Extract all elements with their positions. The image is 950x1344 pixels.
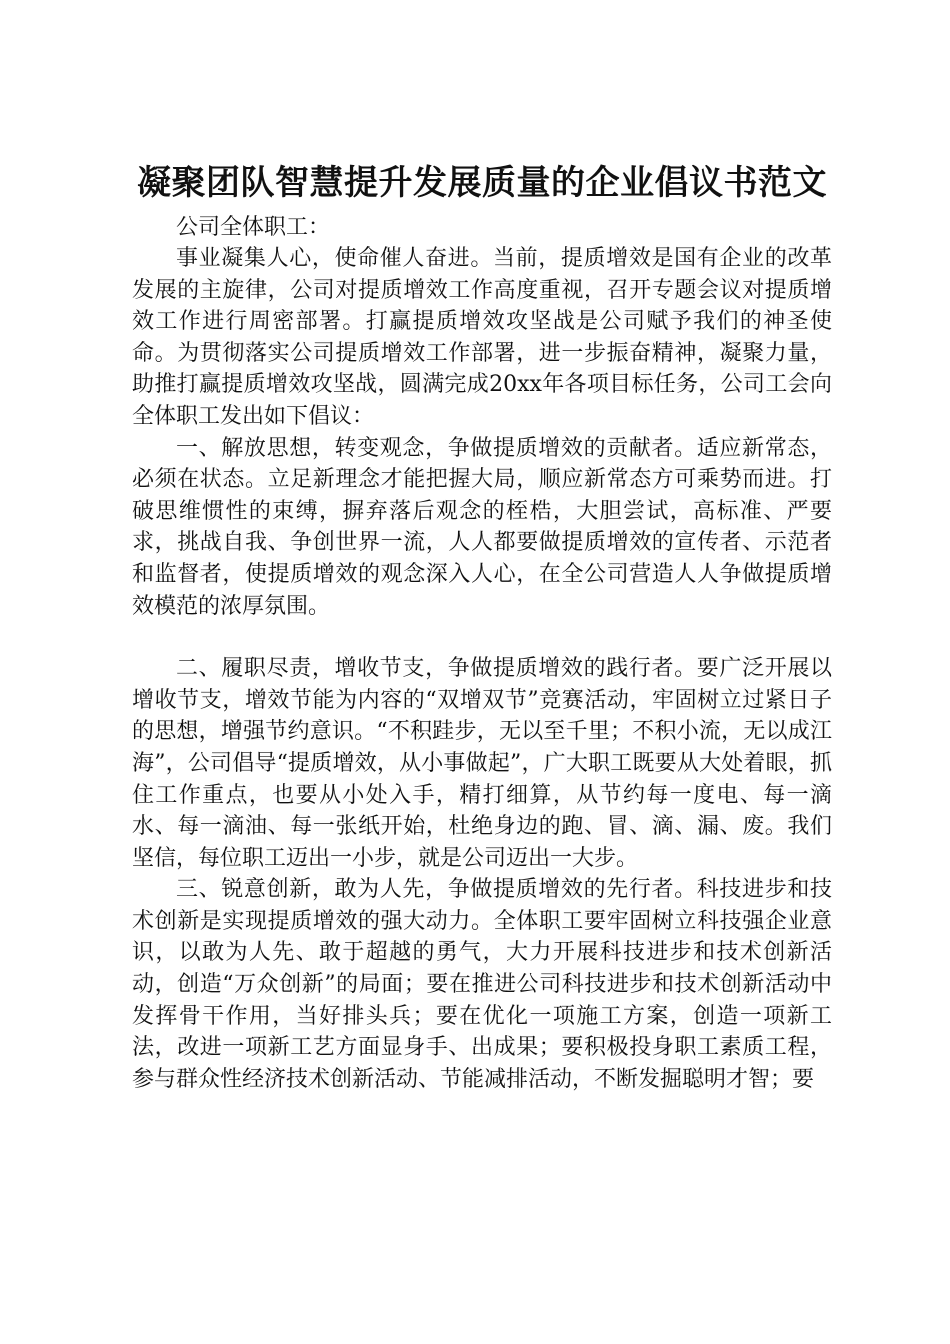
document-page — [132, 160, 832, 1095]
salutation: 公司全体职工： — [176, 215, 331, 240]
paragraph-point-two: 二、履职尽责，增收节支，争做提质增效的践行者。要广泛开展以增收节支，增效节能为内容的“双增双节”竞赛活动，牢固树立过紧日子的思想，增强节约意识。“不积跬步，无以至千里；不积小流，无以成江海”，公司倡导“提质增效，从小事做起”，广大职工既要从大处着眼，抓住工作重点，也要从小处入手，精打细算，从节约每一度电、每一滴水、每一滴油、每一张纸开始，杜绝身边的跑、冒、滴、漏、废。我们坚信，每位职工迈出一小步，就是公司迈出一大步。 — [132, 656, 832, 871]
paragraph-gap — [132, 622, 832, 653]
paragraph-point-one: 一、解放思想，转变观念，争做提质增效的贡献者。适应新常态，必须在状态。立足新理念才能把握大局，顺应新常态方可乘势而进。打破思维惯性的束缚，摒弃落后观念的桎梏，大胆尝试，高标准、严要求，挑战自我、争创世界一流，人人都要做提质增效的宣传者、示范者和监督者，使提质增效的观念深入人心，在全公司营造人人争做提质增效模范的浓厚氛围。 — [132, 435, 832, 619]
document-title: 凝聚团队智慧提升发展质量的企业倡议书范文 — [137, 163, 827, 203]
paragraph-point-three: 三、锐意创新，敢为人先，争做提质增效的先行者。科技进步和技术创新是实现提质增效的强大动力。全体职工要牢固树立科技强企业意识，以敢为人先、敢于超越的勇气，大力开展科技进步和技术创新活动，创造“万众创新”的局面；要在推进公司科技进步和技术创新活动中发挥骨干作用，当好排头兵；要在优化一项施工方案，创造一项新工法，改进一项新工艺方面显身手、出成果；要积极投身职工素质工程，参与群众性经济技术创新活动、节能减排活动，不断发掘聪明才智；要 — [132, 877, 832, 1092]
paragraph-intro: 事业凝集人心，使命催人奋进。当前，提质增效是国有企业的改革发展的主旋律，公司对提质增效工作高度重视，召开专题会议对提质增效工作进行周密部署。打赢提质增效攻坚战是公司赋予我们的神圣使命。为贯彻落实公司提质增效工作部署，进一步振奋精神，凝聚力量，助推打赢提质增效攻坚战，圆满完成20xx年各项目标任务，公司工会向全体职工发出如下倡议： — [132, 246, 832, 429]
